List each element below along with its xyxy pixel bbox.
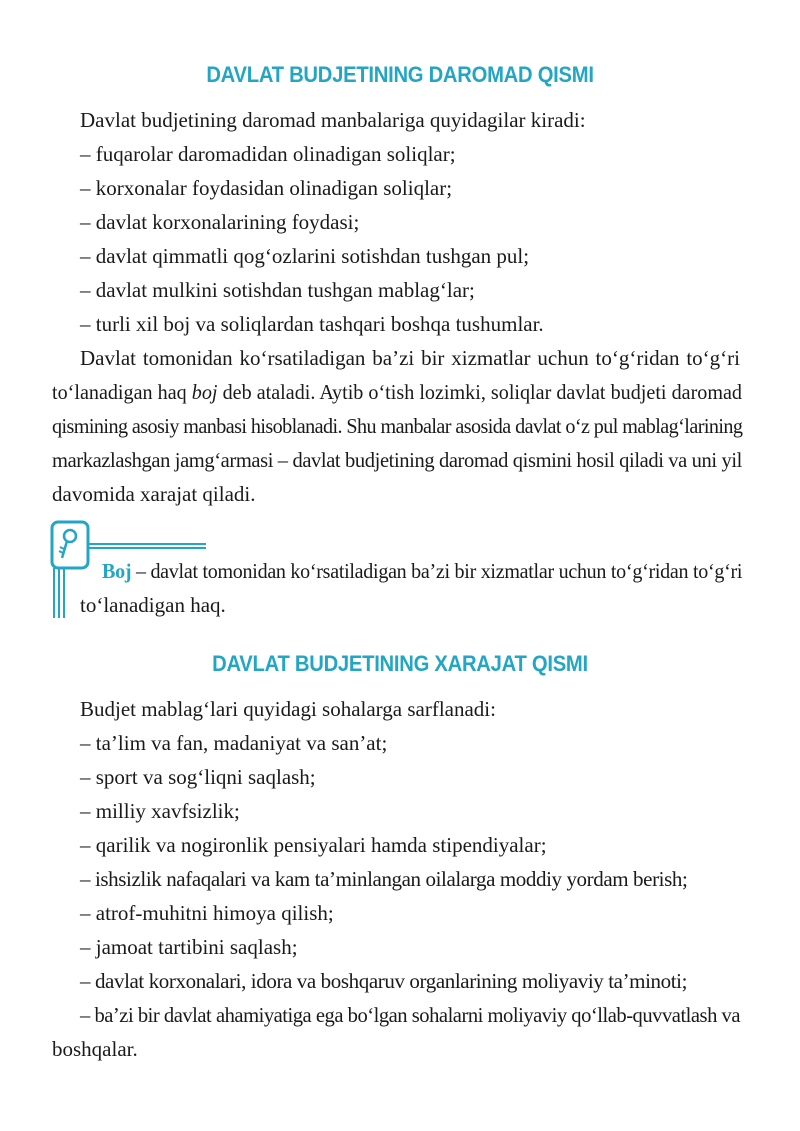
definition-text: – davlat tomonidan ko‘rsatiladigan ba’zi bir xizmatlar uchun to‘g‘ridan to‘g‘ri	[131, 559, 743, 583]
expense-item: – jamoat tartibini saqlash;	[80, 935, 298, 959]
income-item: – turli xil boj va soliqlardan tashqari boshqa tushumlar.	[80, 312, 544, 336]
expense-intro: Budjet mablag‘lari quyidagi sohalarga sarflanadi:	[80, 697, 496, 721]
expense-item: – qarilik va nogironlik pensiyalari hamda stipendiyalar;	[80, 833, 547, 857]
income-item: – fuqarolar daromadidan olinadigan soliqlar;	[80, 142, 456, 166]
definition-line: to‘lanadigan haq.	[80, 593, 226, 617]
expense-item: – ba’zi bir davlat ahamiyatiga ega bo‘lgan sohalarni moliyaviy qo‘llab-quvvatlash va	[80, 1003, 741, 1027]
section-title-expense: DAVLAT BUDJETINING XARAJAT QISMI	[212, 651, 588, 676]
paragraph-line	[52, 375, 742, 409]
term-boj-italic: boj	[191, 380, 218, 404]
definition-line	[102, 554, 742, 588]
paragraph-line: qismining asosiy manbasi hisoblanadi. Shu manbalar asosida davlat o‘z pul mablag‘larining	[52, 414, 743, 438]
expense-item: – milliy xavfsizlik;	[80, 799, 240, 823]
expense-item: – davlat korxonalari, idora va boshqaruv organlarining moliyaviy ta’minoti;	[80, 969, 688, 993]
income-item: – davlat korxonalarining foydasi;	[80, 210, 360, 234]
expense-item: – ta’lim va fan, madaniyat va san’at;	[80, 731, 388, 755]
section-title-income: DAVLAT BUDJETINING DAROMAD QISMI	[206, 62, 594, 87]
paragraph-text: deb ataladi. Aytib o‘tish lozimki, soliqlar davlat budjeti daromad	[217, 380, 742, 404]
paragraph-line: davomida xarajat qiladi.	[52, 482, 256, 506]
expense-item: – atrof-muhitni himoya qilish;	[80, 901, 334, 925]
income-item: – davlat mulkini sotishdan tushgan mablag‘lar;	[80, 278, 475, 302]
paragraph-text: to‘lanadigan haq	[52, 380, 192, 404]
paragraph-line: Davlat tomonidan ko‘rsatiladigan ba’zi bir xizmatlar uchun to‘g‘ridan to‘g‘ri	[80, 346, 740, 370]
expense-item: – sport va sog‘liqni saqlash;	[80, 765, 316, 789]
expense-item: – ishsizlik nafaqalari va kam ta’minlangan oilalarga moddiy yordam berish;	[80, 867, 688, 891]
expense-item-continued: boshqalar.	[52, 1037, 138, 1061]
definition-term: Boj	[102, 559, 132, 583]
income-item: – korxonalar foydasidan olinadigan soliqlar;	[80, 176, 453, 200]
income-item: – davlat qimmatli qog‘ozlarini sotishdan tushgan pul;	[80, 244, 530, 268]
paragraph-line: markazlashgan jamg‘armasi – davlat budjetining daromad qismini hosil qiladi va uni yil	[52, 448, 742, 472]
income-intro: Davlat budjetining daromad manbalariga quyidagilar kiradi:	[80, 108, 586, 132]
